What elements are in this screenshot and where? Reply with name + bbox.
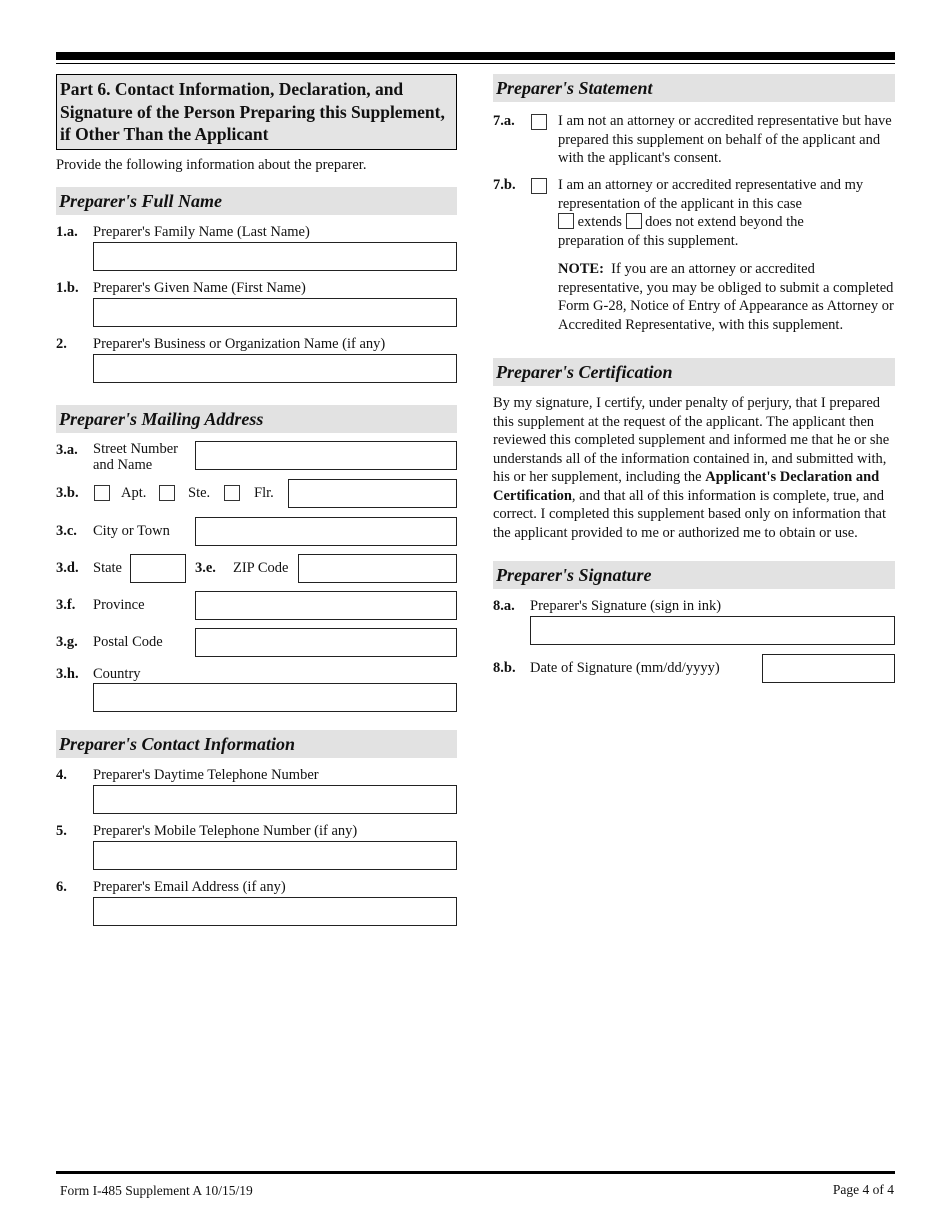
- state-label: State: [93, 560, 122, 576]
- city-input[interactable]: [195, 517, 457, 546]
- does-not-extend-checkbox[interactable]: [626, 213, 642, 229]
- family-name-label: Preparer's Family Name (Last Name): [93, 224, 310, 240]
- item-3c: [56, 517, 457, 554]
- mobile-phone-input[interactable]: [93, 841, 457, 870]
- mobile-phone-label: Preparer's Mobile Telephone Number (if any): [93, 823, 358, 839]
- country-input[interactable]: [93, 683, 457, 712]
- item-number: 6.: [56, 879, 67, 895]
- section-preparer-signature: Preparer's Signature: [493, 561, 895, 589]
- state-select[interactable]: [130, 554, 186, 583]
- province-input[interactable]: [195, 591, 457, 620]
- right-column: [493, 74, 895, 690]
- flr-label: Flr.: [254, 485, 274, 501]
- item-number: 7.a.: [493, 113, 515, 129]
- certification-text-before: By my signature, I certify, under penalty of perjury, that I prepared this supplement at the request of the applicant. The applicant then reviewed this completed supplement and informed me that he or she understands all of the information contained in, and submitted with, his or her supplement, including the: [493, 395, 890, 485]
- page-number: Page 4 of 4: [832, 1182, 894, 1197]
- section-contact-info: Preparer's Contact Information: [56, 730, 457, 758]
- item-number: 8.b.: [493, 660, 516, 676]
- extends-label: extends: [577, 214, 622, 230]
- daytime-phone-label: Preparer's Daytime Telephone Number: [93, 767, 319, 783]
- business-name-label: Preparer's Business or Organization Name (if any): [93, 336, 386, 352]
- item-5: [56, 821, 457, 877]
- signature-input[interactable]: [530, 616, 895, 645]
- item-1b: [56, 278, 457, 334]
- apt-checkbox[interactable]: [94, 485, 110, 501]
- street-label: [93, 441, 178, 473]
- certification-text-bold: Applicant's Declaration and Certification: [493, 469, 880, 504]
- item-number: 3.g.: [56, 634, 78, 650]
- item-number: 4.: [56, 767, 67, 783]
- attorney-checkbox[interactable]: [531, 178, 547, 194]
- item-number: 3.d.: [56, 560, 79, 576]
- street-label-line2: and Name: [93, 457, 153, 473]
- item-2: [56, 334, 457, 390]
- footer-rule: [56, 1171, 895, 1174]
- attorney-text-end: preparation of this supplement.: [558, 232, 739, 249]
- item-number: 3.c.: [56, 523, 77, 539]
- zip-input[interactable]: [298, 554, 457, 583]
- extends-checkbox[interactable]: [558, 213, 574, 229]
- item-8b: [493, 654, 895, 690]
- note-text: If you are an attorney or accredited representative, you may be obliged to submit a completed Form G-28, Notice of Entry of Appearance as Attorney or Accredited Representative, with this supplement.: [558, 261, 894, 333]
- item-3f: [56, 591, 457, 628]
- given-name-label: Preparer's Given Name (First Name): [93, 280, 306, 296]
- section-preparer-certification: Preparer's Certification: [493, 358, 895, 386]
- business-name-input[interactable]: [93, 354, 457, 383]
- section-preparer-statement: Preparer's Statement: [493, 74, 895, 102]
- item-3g: [56, 628, 457, 665]
- flr-checkbox[interactable]: [224, 485, 240, 501]
- item-number: 1.b.: [56, 280, 79, 296]
- signature-label: Preparer's Signature (sign in ink): [530, 598, 722, 614]
- street-label-line1: Street Number: [93, 441, 178, 457]
- apt-label: Apt.: [121, 485, 147, 501]
- postal-code-input[interactable]: [195, 628, 457, 657]
- item-number: 3.h.: [56, 666, 79, 682]
- part-intro: Provide the following information about the preparer.: [56, 157, 367, 173]
- item-number: 3.a.: [56, 442, 78, 458]
- signature-date-label: Date of Signature (mm/dd/yyyy): [530, 660, 720, 676]
- not-attorney-checkbox[interactable]: [531, 114, 547, 130]
- email-input[interactable]: [93, 897, 457, 926]
- attorney-text-line1: I am an attorney or accredited representative and my representation of the applicant in this case: [558, 177, 864, 212]
- family-name-input[interactable]: [93, 242, 457, 271]
- city-label: City or Town: [93, 523, 170, 539]
- item-number: 1.a.: [56, 224, 78, 240]
- postal-code-label: Postal Code: [93, 634, 163, 650]
- item-3a: [56, 441, 457, 479]
- item-6: [56, 877, 457, 933]
- email-label: Preparer's Email Address (if any): [93, 879, 286, 895]
- item-number: 7.b.: [493, 177, 516, 193]
- street-input[interactable]: [195, 441, 457, 470]
- item-3b: [56, 479, 457, 517]
- item-8a: [493, 596, 895, 654]
- item-number: 8.a.: [493, 598, 515, 614]
- ste-label: Ste.: [188, 485, 211, 501]
- item-1a: [56, 222, 457, 278]
- ste-checkbox[interactable]: [159, 485, 175, 501]
- item-7b: [493, 174, 895, 358]
- signature-date-input[interactable]: [762, 654, 895, 683]
- item-3h: [56, 665, 457, 720]
- top-rule: [56, 52, 895, 60]
- item-number: 2.: [56, 336, 67, 352]
- form-id: Form I-485 Supplement A 10/15/19: [60, 1183, 253, 1198]
- top-thin-rule: [56, 63, 895, 64]
- daytime-phone-input[interactable]: [93, 785, 457, 814]
- item-number: 3.b.: [56, 485, 79, 501]
- given-name-input[interactable]: [93, 298, 457, 327]
- unit-number-input[interactable]: [288, 479, 457, 508]
- note-block: [558, 260, 898, 334]
- item-number: 3.f.: [56, 597, 76, 613]
- certification-text: [493, 394, 891, 542]
- province-label: Province: [93, 597, 145, 613]
- certification-text-after: , and that all of this information is complete, true, and correct. I completed this supplement based only on information that the applicant provided to me or authorized me to obtain or use.: [493, 487, 887, 541]
- item-4: [56, 765, 457, 821]
- item-7a: [493, 110, 895, 174]
- note-label: NOTE:: [558, 261, 604, 277]
- item-3d-3e: [56, 554, 457, 591]
- item-number: 5.: [56, 823, 67, 839]
- country-label: Country: [93, 666, 141, 682]
- zip-label: ZIP Code: [233, 560, 289, 576]
- part-title: Part 6. Contact Information, Declaration, and Signature of the Person Preparing this Supplement, if Other Than the Applicant: [56, 74, 457, 150]
- not-attorney-text: I am not an attorney or accredited representative but have prepared this supplement on behalf of the applicant and with the applicant's consent.: [558, 113, 892, 166]
- does-not-extend-label: does not extend beyond the: [645, 214, 804, 230]
- section-full-name: Preparer's Full Name: [56, 187, 457, 215]
- section-mailing-address: Preparer's Mailing Address: [56, 405, 457, 433]
- item-number: 3.e.: [195, 560, 216, 576]
- left-column: [56, 74, 457, 933]
- attorney-text: [558, 176, 878, 250]
